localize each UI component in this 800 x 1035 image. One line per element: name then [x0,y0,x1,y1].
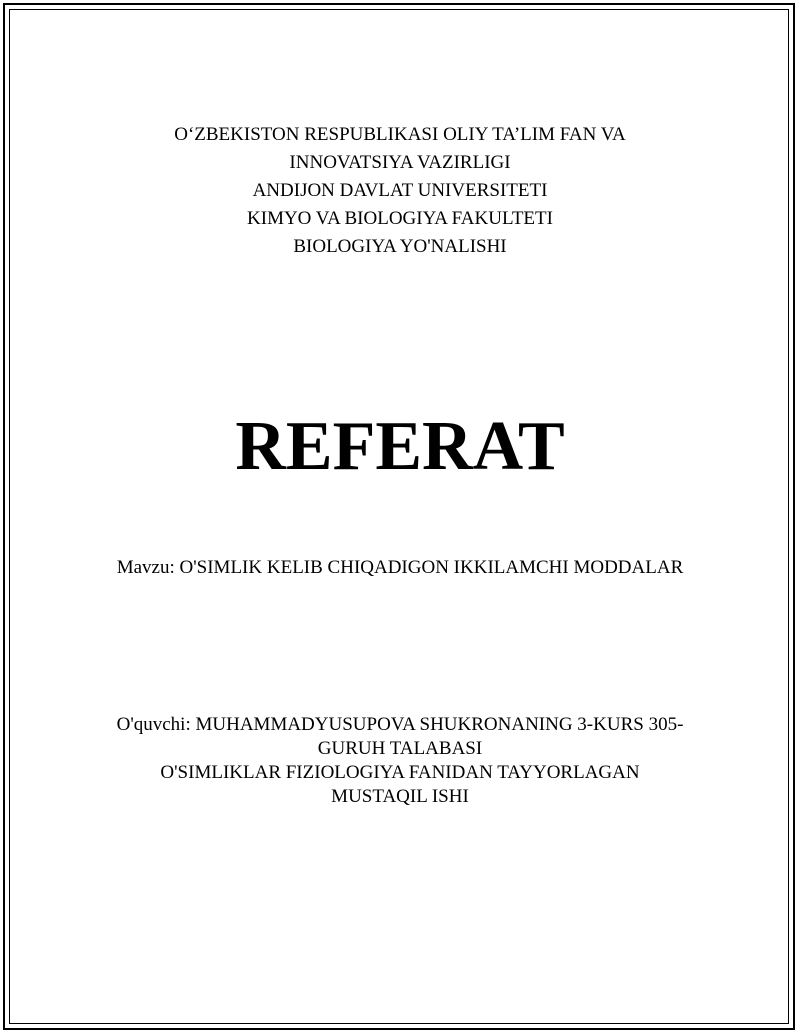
author-line-subject: O'SIMLIKLAR FIZIOLOGIYA FANIDAN TAYYORLAGAN [160,762,640,783]
topic-line: Mavzu: O'SIMLIK KELIB CHIQADIGON IKKILAMCHI MODDALAR [116,557,684,578]
header-line-department: BIOLOGIYA YO'NALISHI [293,236,507,257]
author-line-group: GURUH TALABASI [317,738,483,759]
header-line-ministry: O‘ZBEKISTON RESPUBLIKASI OLIY TA’LIM FAN VA [174,124,626,145]
header-line-faculty: KIMYO VA BIOLOGIYA FAKULTETI [247,208,553,229]
header-line-university: ANDIJON DAVLAT UNIVERSITETI [252,180,548,201]
institution-header [0,121,800,261]
author-line-student: O'quvchi: MUHAMMADYUSUPOVA SHUKRONANING 3-KURS 305- [116,714,684,735]
header-line-ministry-cont: INNOVATSIYA VAZIRLIGI [289,152,511,173]
author-line-work: MUSTAQIL ISHI [331,786,469,807]
author-info [0,713,800,809]
document-title: REFERAT [235,408,565,485]
